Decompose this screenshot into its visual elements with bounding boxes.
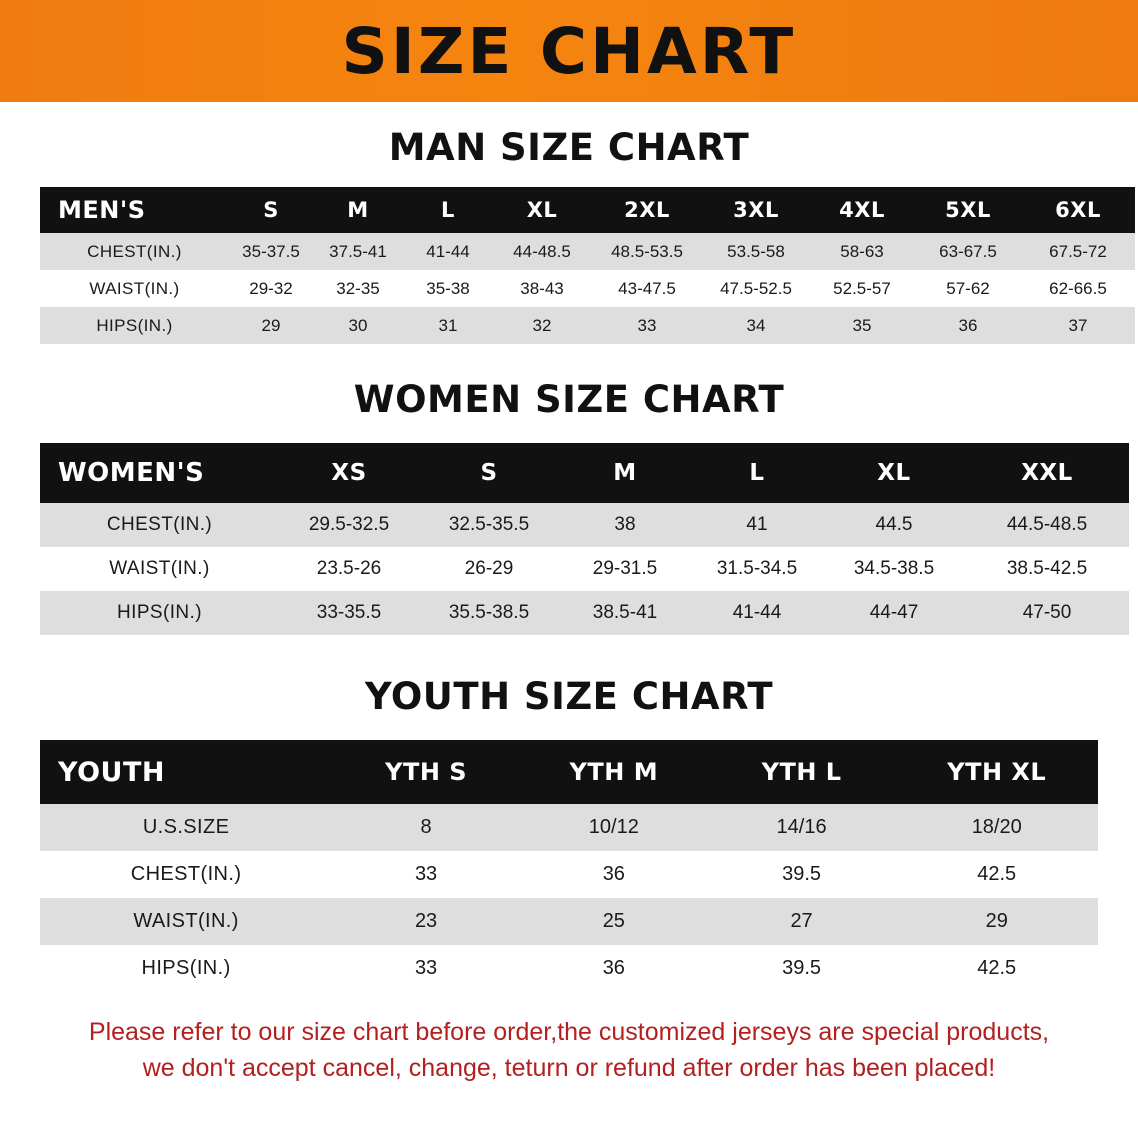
women-row-label-chest: CHEST(IN.)	[40, 503, 279, 547]
youth-waist-s: 23	[332, 898, 520, 945]
men-hips-6xl: 37	[1021, 307, 1135, 344]
men-chest-6xl: 67.5-72	[1021, 233, 1135, 270]
youth-ussize-xl: 18/20	[895, 804, 1098, 851]
table-row	[40, 307, 1135, 344]
table-header-row	[40, 740, 1098, 804]
youth-ussize-s: 8	[332, 804, 520, 851]
table-row	[40, 503, 1129, 547]
women-hips-s: 35.5-38.5	[419, 591, 559, 635]
youth-row-label-chest: CHEST(IN.)	[40, 851, 332, 898]
men-waist-s: 29-32	[229, 270, 313, 307]
men-hips-4xl: 35	[809, 307, 915, 344]
women-header-label: WOMEN'S	[40, 443, 279, 503]
men-row-label-chest: CHEST(IN.)	[40, 233, 229, 270]
men-header-4xl: 4XL	[809, 187, 915, 233]
men-header-2xl: 2XL	[591, 187, 703, 233]
women-chest-s: 32.5-35.5	[419, 503, 559, 547]
women-hips-m: 38.5-41	[559, 591, 691, 635]
youth-waist-l: 27	[708, 898, 896, 945]
youth-row-label-ussize: U.S.SIZE	[40, 804, 332, 851]
youth-size-table	[40, 740, 1098, 992]
men-chest-xl: 44-48.5	[493, 233, 591, 270]
page-title: SIZE CHART	[341, 14, 797, 88]
youth-header-label: YOUTH	[40, 740, 332, 804]
youth-waist-xl: 29	[895, 898, 1098, 945]
women-chest-xl: 44.5	[823, 503, 965, 547]
youth-chest-s: 33	[332, 851, 520, 898]
men-header-5xl: 5XL	[915, 187, 1021, 233]
disclaimer-line-2: we don't accept cancel, change, teturn or refund after order has been placed!	[142, 1054, 996, 1083]
header-banner	[0, 0, 1138, 102]
table-row	[40, 851, 1098, 898]
men-hips-s: 29	[229, 307, 313, 344]
men-hips-2xl: 33	[591, 307, 703, 344]
men-chest-4xl: 58-63	[809, 233, 915, 270]
youth-hips-l: 39.5	[708, 945, 896, 992]
youth-chest-l: 39.5	[708, 851, 896, 898]
table-row	[40, 591, 1129, 635]
women-row-label-waist: WAIST(IN.)	[40, 547, 279, 591]
youth-row-label-waist: WAIST(IN.)	[40, 898, 332, 945]
table-row	[40, 898, 1098, 945]
women-header-xs: XS	[279, 443, 419, 503]
youth-section-title: YOUTH SIZE CHART	[364, 675, 774, 718]
table-row	[40, 547, 1129, 591]
men-chest-3xl: 53.5-58	[703, 233, 809, 270]
women-waist-m: 29-31.5	[559, 547, 691, 591]
men-header-m: M	[313, 187, 403, 233]
man-section-title: MAN SIZE CHART	[388, 126, 750, 169]
men-hips-l: 31	[403, 307, 493, 344]
men-chest-m: 37.5-41	[313, 233, 403, 270]
table-row	[40, 233, 1135, 270]
men-chest-5xl: 63-67.5	[915, 233, 1021, 270]
women-row-label-hips: HIPS(IN.)	[40, 591, 279, 635]
women-header-xxl: XXL	[965, 443, 1129, 503]
men-header-3xl: 3XL	[703, 187, 809, 233]
table-row	[40, 804, 1098, 851]
youth-chest-m: 36	[520, 851, 708, 898]
women-chest-xxl: 44.5-48.5	[965, 503, 1129, 547]
youth-row-label-hips: HIPS(IN.)	[40, 945, 332, 992]
men-hips-5xl: 36	[915, 307, 1021, 344]
men-waist-l: 35-38	[403, 270, 493, 307]
youth-ussize-m: 10/12	[520, 804, 708, 851]
table-header-row	[40, 443, 1129, 503]
youth-hips-m: 36	[520, 945, 708, 992]
youth-table-wrap	[0, 740, 1138, 992]
women-header-s: S	[419, 443, 559, 503]
table-header-row	[40, 187, 1135, 233]
youth-hips-xl: 42.5	[895, 945, 1098, 992]
men-header-6xl: 6XL	[1021, 187, 1135, 233]
men-chest-l: 41-44	[403, 233, 493, 270]
youth-waist-m: 25	[520, 898, 708, 945]
men-hips-3xl: 34	[703, 307, 809, 344]
men-waist-4xl: 52.5-57	[809, 270, 915, 307]
men-chest-s: 35-37.5	[229, 233, 313, 270]
women-waist-xxl: 38.5-42.5	[965, 547, 1129, 591]
men-header-xl: XL	[493, 187, 591, 233]
man-table-wrap	[0, 187, 1138, 344]
youth-header-l: YTH L	[708, 740, 896, 804]
men-chest-2xl: 48.5-53.5	[591, 233, 703, 270]
disclaimer-line-1: Please refer to our size chart before order,the customized jerseys are special products,	[88, 1018, 1050, 1046]
women-table-wrap	[0, 443, 1138, 635]
men-hips-m: 30	[313, 307, 403, 344]
women-hips-xs: 33-35.5	[279, 591, 419, 635]
women-size-table	[40, 443, 1129, 635]
men-waist-6xl: 62-66.5	[1021, 270, 1135, 307]
youth-chest-xl: 42.5	[895, 851, 1098, 898]
men-waist-m: 32-35	[313, 270, 403, 307]
women-chest-xs: 29.5-32.5	[279, 503, 419, 547]
women-header-m: M	[559, 443, 691, 503]
women-hips-l: 41-44	[691, 591, 823, 635]
youth-ussize-l: 14/16	[708, 804, 896, 851]
men-row-label-hips: HIPS(IN.)	[40, 307, 229, 344]
disclaimer-note	[30, 1014, 1108, 1087]
women-header-l: L	[691, 443, 823, 503]
women-waist-xs: 23.5-26	[279, 547, 419, 591]
women-section-title: WOMEN SIZE CHART	[353, 378, 785, 421]
men-waist-3xl: 47.5-52.5	[703, 270, 809, 307]
women-header-xl: XL	[823, 443, 965, 503]
men-header-label: MEN'S	[40, 187, 229, 233]
men-size-table	[40, 187, 1135, 344]
women-waist-l: 31.5-34.5	[691, 547, 823, 591]
men-header-l: L	[403, 187, 493, 233]
women-hips-xl: 44-47	[823, 591, 965, 635]
women-hips-xxl: 47-50	[965, 591, 1129, 635]
women-chest-m: 38	[559, 503, 691, 547]
men-row-label-waist: WAIST(IN.)	[40, 270, 229, 307]
men-waist-5xl: 57-62	[915, 270, 1021, 307]
men-header-s: S	[229, 187, 313, 233]
table-row	[40, 270, 1135, 307]
youth-header-xl: YTH XL	[895, 740, 1098, 804]
men-hips-xl: 32	[493, 307, 591, 344]
women-waist-xl: 34.5-38.5	[823, 547, 965, 591]
men-waist-2xl: 43-47.5	[591, 270, 703, 307]
youth-header-m: YTH M	[520, 740, 708, 804]
women-waist-s: 26-29	[419, 547, 559, 591]
men-waist-xl: 38-43	[493, 270, 591, 307]
youth-header-s: YTH S	[332, 740, 520, 804]
youth-hips-s: 33	[332, 945, 520, 992]
women-chest-l: 41	[691, 503, 823, 547]
table-row	[40, 945, 1098, 992]
